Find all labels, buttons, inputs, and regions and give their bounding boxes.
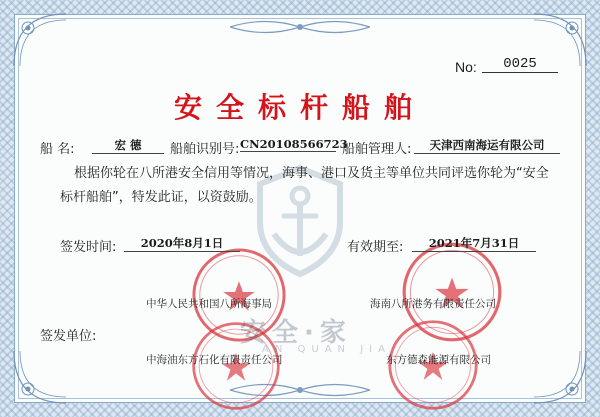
- certificate-number-label: No:: [455, 59, 477, 75]
- issue-date-label: 签发时间:: [60, 240, 117, 255]
- certificate-number: 0025: [482, 56, 558, 73]
- ship-name-label: 船 名:: [40, 142, 75, 157]
- corner-ornament-icon: [10, 347, 70, 407]
- issuers-label: 签发单位:: [40, 329, 97, 344]
- watermark-text: 安全·家: [240, 318, 352, 348]
- issuer-petrochemical: 中海油东方石化有限责任公司: [146, 354, 283, 366]
- ship-name: 宏 德: [92, 137, 164, 154]
- ship-manager-label: 船舶管理人:: [342, 142, 412, 157]
- issuer-maritime-bureau: 中华人民共和国八所海事局: [146, 298, 272, 310]
- ship-id: CN20108566723: [240, 137, 348, 151]
- issuer-energy-company: 东方德森能源有限公司: [386, 354, 491, 366]
- expiry-date: 2021年7月31日: [412, 235, 536, 252]
- issuer-port-company: 海南八所港务有限责任公司: [370, 298, 496, 310]
- ship-manager: 天津西南海运有限公司: [414, 137, 560, 154]
- watermark-subtext: AN QUAN JIA: [262, 344, 391, 355]
- certificate-title: 安全标杆船舶: [173, 91, 426, 124]
- ship-id-label: 船舶识别号:: [170, 142, 240, 157]
- corner-ornament-icon: [530, 347, 590, 407]
- corner-ornament-icon: [10, 10, 70, 70]
- expiry-date-label: 有效期至:: [347, 240, 404, 255]
- issue-date: 2020年8月1日: [124, 235, 240, 252]
- certificate-body-text: 根据你轮在八所港安全信用等情况，海事、港口及货主等单位共同评选你轮为“安全标杆船舶”，特发此证，以资鼓励。: [60, 166, 549, 205]
- top-ornament-icon: [230, 16, 370, 38]
